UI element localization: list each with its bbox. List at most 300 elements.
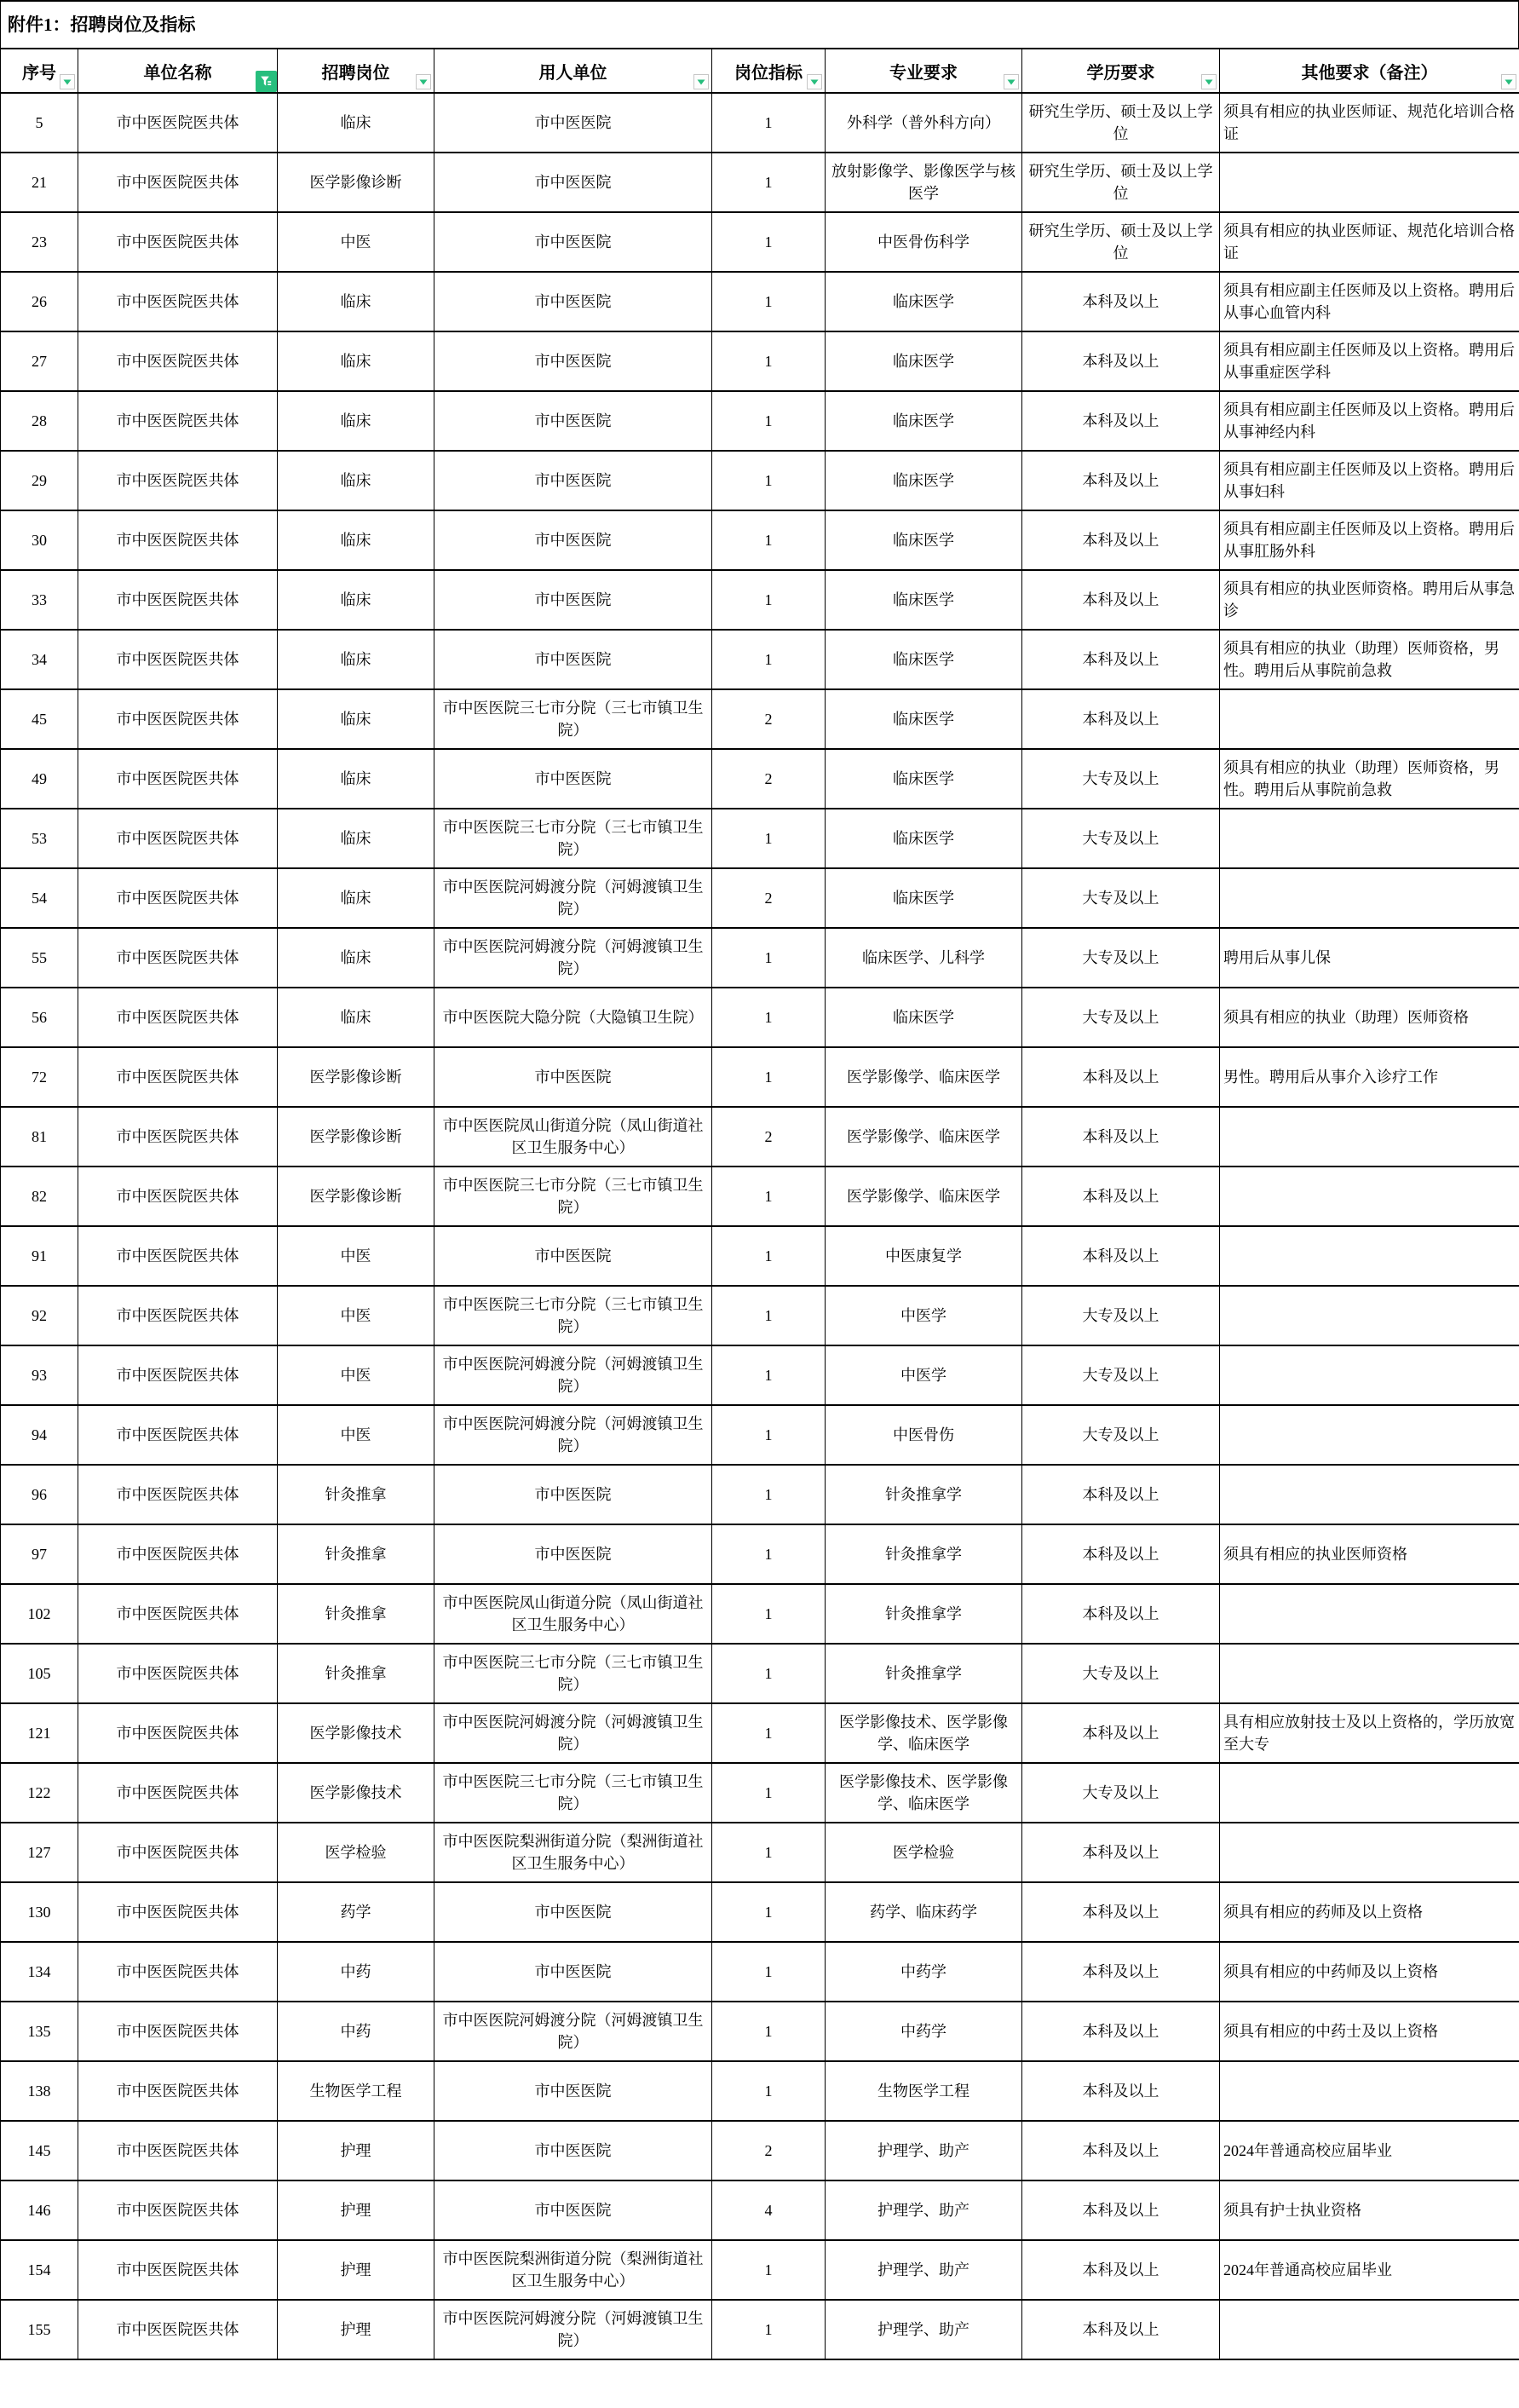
- cell-unit: 市中医医院医共体: [78, 2061, 278, 2121]
- cell-remark: 须具有相应副主任医师及以上资格。聘用后从事神经内科: [1220, 391, 1519, 451]
- cell-quota: 1: [712, 391, 826, 451]
- cell-no: 97: [1, 1524, 78, 1584]
- cell-quota: 1: [712, 1047, 826, 1107]
- cell-major: 中医学: [826, 1286, 1022, 1345]
- cell-remark: [1220, 1286, 1519, 1345]
- cell-position: 临床: [278, 570, 434, 630]
- cell-quota: 1: [712, 1584, 826, 1644]
- cell-education: 研究生学历、硕士及以上学位: [1022, 212, 1220, 272]
- cell-remark: 须具有相应的执业医师证、规范化培训合格证: [1220, 93, 1519, 153]
- filter-dropdown-icon[interactable]: [1501, 74, 1516, 89]
- cell-position: 临床: [278, 510, 434, 570]
- cell-no: 145: [1, 2121, 78, 2180]
- cell-no: 29: [1, 451, 78, 510]
- cell-education: 大专及以上: [1022, 809, 1220, 868]
- cell-quota: 1: [712, 451, 826, 510]
- table-row: [1, 2240, 1519, 2300]
- cell-no: 135: [1, 2002, 78, 2061]
- cell-major: 中医学: [826, 1345, 1022, 1405]
- cell-position: 临床: [278, 689, 434, 749]
- cell-education: 本科及以上: [1022, 510, 1220, 570]
- table-row: [1, 2300, 1519, 2359]
- cell-remark: 须具有相应的执业医师资格: [1220, 1524, 1519, 1584]
- table-row: [1, 2180, 1519, 2240]
- cell-employer: 市中医医院三七市分院（三七市镇卫生院）: [434, 689, 712, 749]
- cell-quota: 1: [712, 2061, 826, 2121]
- header-row: [1, 49, 1519, 93]
- cell-position: 医学影像诊断: [278, 153, 434, 212]
- cell-unit: 市中医医院医共体: [78, 1345, 278, 1405]
- cell-employer: 市中医医院梨洲街道分院（梨洲街道社区卫生服务中心）: [434, 2240, 712, 2300]
- cell-no: 105: [1, 1644, 78, 1703]
- cell-quota: 1: [712, 2002, 826, 2061]
- cell-position: 临床: [278, 391, 434, 451]
- cell-major: 医学影像学、临床医学: [826, 1107, 1022, 1167]
- table-row: [1, 272, 1519, 331]
- cell-remark: [1220, 1167, 1519, 1226]
- cell-major: 医学影像学、临床医学: [826, 1047, 1022, 1107]
- table-row: [1, 1286, 1519, 1345]
- cell-major: 临床医学: [826, 570, 1022, 630]
- cell-employer: 市中医医院河姆渡分院（河姆渡镇卫生院）: [434, 1345, 712, 1405]
- cell-remark: [1220, 1107, 1519, 1167]
- cell-education: 本科及以上: [1022, 1047, 1220, 1107]
- cell-education: 本科及以上: [1022, 2002, 1220, 2061]
- cell-position: 临床: [278, 272, 434, 331]
- cell-unit: 市中医医院医共体: [78, 1167, 278, 1226]
- cell-position: 中医: [278, 1405, 434, 1465]
- cell-employer: 市中医医院: [434, 630, 712, 689]
- cell-remark: 须具有相应副主任医师及以上资格。聘用后从事重症医学科: [1220, 331, 1519, 391]
- cell-no: 54: [1, 868, 78, 928]
- cell-position: 中医: [278, 1226, 434, 1286]
- cell-education: 本科及以上: [1022, 1167, 1220, 1226]
- table-row: [1, 510, 1519, 570]
- cell-position: 医学影像技术: [278, 1763, 434, 1823]
- table-row: [1, 1405, 1519, 1465]
- table-row: [1, 1703, 1519, 1763]
- cell-unit: 市中医医院医共体: [78, 1942, 278, 2002]
- table-row: [1, 1524, 1519, 1584]
- column-header-no: [1, 49, 78, 93]
- cell-employer: 市中医医院: [434, 2180, 712, 2240]
- cell-remark: [1220, 868, 1519, 928]
- table-row: [1, 451, 1519, 510]
- cell-no: 53: [1, 809, 78, 868]
- cell-quota: 1: [712, 1644, 826, 1703]
- cell-no: 21: [1, 153, 78, 212]
- cell-major: 临床医学: [826, 868, 1022, 928]
- cell-position: 临床: [278, 868, 434, 928]
- cell-remark: [1220, 1345, 1519, 1405]
- cell-education: 本科及以上: [1022, 2300, 1220, 2359]
- cell-employer: 市中医医院: [434, 272, 712, 331]
- cell-major: 生物医学工程: [826, 2061, 1022, 2121]
- cell-education: 本科及以上: [1022, 2121, 1220, 2180]
- filter-dropdown-icon[interactable]: [1004, 74, 1019, 89]
- cell-unit: 市中医医院医共体: [78, 1584, 278, 1644]
- cell-remark: [1220, 1584, 1519, 1644]
- cell-position: 护理: [278, 2180, 434, 2240]
- table-row: [1, 1047, 1519, 1107]
- cell-position: 中医: [278, 1345, 434, 1405]
- table-row: [1, 749, 1519, 809]
- cell-no: 130: [1, 1882, 78, 1942]
- cell-education: 本科及以上: [1022, 689, 1220, 749]
- table-row: [1, 1644, 1519, 1703]
- cell-employer: 市中医医院: [434, 2121, 712, 2180]
- cell-education: 本科及以上: [1022, 272, 1220, 331]
- table-row: [1, 2002, 1519, 2061]
- cell-major: 临床医学: [826, 451, 1022, 510]
- cell-major: 临床医学: [826, 510, 1022, 570]
- table-row: [1, 928, 1519, 988]
- cell-education: 本科及以上: [1022, 391, 1220, 451]
- cell-major: 临床医学: [826, 272, 1022, 331]
- column-header-education: [1022, 49, 1220, 93]
- cell-position: 医学检验: [278, 1823, 434, 1882]
- cell-unit: 市中医医院医共体: [78, 928, 278, 988]
- cell-education: 大专及以上: [1022, 749, 1220, 809]
- table-body: [1, 93, 1519, 2359]
- cell-remark: [1220, 809, 1519, 868]
- cell-major: 针灸推拿学: [826, 1644, 1022, 1703]
- cell-remark: 须具有相应的中药师及以上资格: [1220, 1942, 1519, 2002]
- cell-employer: 市中医医院三七市分院（三七市镇卫生院）: [434, 1286, 712, 1345]
- cell-employer: 市中医医院: [434, 2061, 712, 2121]
- cell-remark: 具有相应放射技士及以上资格的，学历放宽至大专: [1220, 1703, 1519, 1763]
- cell-remark: 须具有护士执业资格: [1220, 2180, 1519, 2240]
- recruitment-table: [0, 48, 1519, 2360]
- cell-quota: 1: [712, 1942, 826, 2002]
- cell-major: 临床医学: [826, 749, 1022, 809]
- cell-unit: 市中医医院医共体: [78, 2300, 278, 2359]
- cell-education: 本科及以上: [1022, 1942, 1220, 2002]
- cell-education: 本科及以上: [1022, 331, 1220, 391]
- cell-unit: 市中医医院医共体: [78, 2240, 278, 2300]
- cell-education: 本科及以上: [1022, 1882, 1220, 1942]
- table-row: [1, 1882, 1519, 1942]
- cell-no: 30: [1, 510, 78, 570]
- cell-remark: [1220, 1226, 1519, 1286]
- cell-unit: 市中医医院医共体: [78, 749, 278, 809]
- cell-employer: 市中医医院: [434, 331, 712, 391]
- cell-remark: 须具有相应的执业医师资格。聘用后从事急诊: [1220, 570, 1519, 630]
- table-row: [1, 93, 1519, 153]
- cell-major: 临床医学: [826, 331, 1022, 391]
- cell-unit: 市中医医院医共体: [78, 272, 278, 331]
- cell-education: 本科及以上: [1022, 2180, 1220, 2240]
- cell-no: 82: [1, 1167, 78, 1226]
- cell-unit: 市中医医院医共体: [78, 331, 278, 391]
- cell-education: 大专及以上: [1022, 928, 1220, 988]
- cell-unit: 市中医医院医共体: [78, 93, 278, 153]
- cell-no: 49: [1, 749, 78, 809]
- cell-remark: 2024年普通高校应届毕业: [1220, 2121, 1519, 2180]
- cell-remark: [1220, 1763, 1519, 1823]
- cell-unit: 市中医医院医共体: [78, 153, 278, 212]
- cell-unit: 市中医医院医共体: [78, 391, 278, 451]
- column-header-label: 序号: [22, 63, 56, 83]
- cell-unit: 市中医医院医共体: [78, 2002, 278, 2061]
- cell-no: 28: [1, 391, 78, 451]
- column-header-position: [278, 49, 434, 93]
- cell-education: 本科及以上: [1022, 1226, 1220, 1286]
- cell-major: 医学影像学、临床医学: [826, 1167, 1022, 1226]
- cell-unit: 市中医医院医共体: [78, 988, 278, 1047]
- cell-education: 本科及以上: [1022, 1524, 1220, 1584]
- cell-no: 33: [1, 570, 78, 630]
- cell-major: 临床医学: [826, 630, 1022, 689]
- cell-unit: 市中医医院医共体: [78, 1226, 278, 1286]
- cell-employer: 市中医医院: [434, 1524, 712, 1584]
- filter-dropdown-icon[interactable]: [1201, 74, 1217, 89]
- cell-employer: 市中医医院: [434, 212, 712, 272]
- table-header: [1, 49, 1519, 93]
- cell-position: 医学影像诊断: [278, 1167, 434, 1226]
- cell-quota: 2: [712, 689, 826, 749]
- cell-remark: 须具有相应的执业（助理）医师资格: [1220, 988, 1519, 1047]
- cell-unit: 市中医医院医共体: [78, 809, 278, 868]
- filter-applied-funnel-icon[interactable]: [256, 71, 277, 92]
- cell-remark: [1220, 2300, 1519, 2359]
- cell-position: 临床: [278, 331, 434, 391]
- cell-position: 中医: [278, 1286, 434, 1345]
- cell-quota: 2: [712, 1107, 826, 1167]
- cell-employer: 市中医医院凤山街道分院（凤山街道社区卫生服务中心）: [434, 1584, 712, 1644]
- column-header-unit: [78, 49, 278, 93]
- cell-remark: [1220, 1465, 1519, 1524]
- table-row: [1, 1823, 1519, 1882]
- cell-quota: 1: [712, 1465, 826, 1524]
- cell-no: 154: [1, 2240, 78, 2300]
- cell-quota: 1: [712, 1286, 826, 1345]
- cell-quota: 4: [712, 2180, 826, 2240]
- cell-no: 81: [1, 1107, 78, 1167]
- cell-remark: 须具有相应副主任医师及以上资格。聘用后从事妇科: [1220, 451, 1519, 510]
- cell-quota: 1: [712, 1882, 826, 1942]
- column-header-label: 其他要求（备注）: [1301, 63, 1438, 83]
- filter-dropdown-icon[interactable]: [693, 74, 709, 89]
- cell-employer: 市中医医院: [434, 1882, 712, 1942]
- cell-position: 临床: [278, 630, 434, 689]
- cell-education: 大专及以上: [1022, 1763, 1220, 1823]
- cell-quota: 1: [712, 212, 826, 272]
- cell-education: 本科及以上: [1022, 1823, 1220, 1882]
- cell-employer: 市中医医院三七市分院（三七市镇卫生院）: [434, 1763, 712, 1823]
- cell-quota: 1: [712, 2240, 826, 2300]
- table-row: [1, 1107, 1519, 1167]
- cell-remark: [1220, 2061, 1519, 2121]
- cell-position: 临床: [278, 988, 434, 1047]
- cell-position: 护理: [278, 2300, 434, 2359]
- cell-quota: 1: [712, 93, 826, 153]
- cell-position: 临床: [278, 809, 434, 868]
- cell-education: 本科及以上: [1022, 570, 1220, 630]
- cell-education: 本科及以上: [1022, 451, 1220, 510]
- cell-quota: 1: [712, 1823, 826, 1882]
- cell-unit: 市中医医院医共体: [78, 1763, 278, 1823]
- cell-major: 临床医学: [826, 391, 1022, 451]
- cell-employer: 市中医医院河姆渡分院（河姆渡镇卫生院）: [434, 2300, 712, 2359]
- cell-education: 本科及以上: [1022, 2061, 1220, 2121]
- table-row: [1, 868, 1519, 928]
- cell-education: 大专及以上: [1022, 988, 1220, 1047]
- cell-position: 临床: [278, 749, 434, 809]
- cell-position: 生物医学工程: [278, 2061, 434, 2121]
- cell-education: 本科及以上: [1022, 1107, 1220, 1167]
- cell-employer: 市中医医院河姆渡分院（河姆渡镇卫生院）: [434, 928, 712, 988]
- cell-employer: 市中医医院河姆渡分院（河姆渡镇卫生院）: [434, 1405, 712, 1465]
- cell-education: 本科及以上: [1022, 1465, 1220, 1524]
- cell-no: 138: [1, 2061, 78, 2121]
- cell-education: 研究生学历、硕士及以上学位: [1022, 153, 1220, 212]
- cell-unit: 市中医医院医共体: [78, 689, 278, 749]
- cell-employer: 市中医医院: [434, 451, 712, 510]
- cell-position: 针灸推拿: [278, 1465, 434, 1524]
- cell-employer: 市中医医院: [434, 153, 712, 212]
- cell-quota: 1: [712, 1345, 826, 1405]
- cell-position: 针灸推拿: [278, 1584, 434, 1644]
- cell-remark: [1220, 1823, 1519, 1882]
- cell-remark: 须具有相应的中药士及以上资格: [1220, 2002, 1519, 2061]
- cell-no: 5: [1, 93, 78, 153]
- table-row: [1, 1167, 1519, 1226]
- cell-employer: 市中医医院: [434, 570, 712, 630]
- cell-position: 临床: [278, 928, 434, 988]
- cell-major: 医学检验: [826, 1823, 1022, 1882]
- cell-employer: 市中医医院河姆渡分院（河姆渡镇卫生院）: [434, 868, 712, 928]
- cell-quota: 1: [712, 1524, 826, 1584]
- cell-no: 121: [1, 1703, 78, 1763]
- table-row: [1, 331, 1519, 391]
- cell-employer: 市中医医院大隐分院（大隐镇卫生院）: [434, 988, 712, 1047]
- filter-dropdown-icon[interactable]: [416, 74, 431, 89]
- cell-unit: 市中医医院医共体: [78, 1286, 278, 1345]
- cell-major: 中医康复学: [826, 1226, 1022, 1286]
- table-row: [1, 988, 1519, 1047]
- cell-no: 96: [1, 1465, 78, 1524]
- column-header-remark: [1220, 49, 1519, 93]
- cell-education: 本科及以上: [1022, 1703, 1220, 1763]
- cell-remark: 须具有相应副主任医师及以上资格。聘用后从事肛肠外科: [1220, 510, 1519, 570]
- cell-position: 针灸推拿: [278, 1524, 434, 1584]
- column-header-major: [826, 49, 1022, 93]
- cell-position: 医学影像诊断: [278, 1107, 434, 1167]
- cell-position: 药学: [278, 1882, 434, 1942]
- page-title: 附件1：招聘岗位及指标: [0, 0, 1519, 48]
- cell-quota: 1: [712, 988, 826, 1047]
- cell-remark: 须具有相应的执业（助理）医师资格，男性。聘用后从事院前急救: [1220, 630, 1519, 689]
- cell-position: 医学影像诊断: [278, 1047, 434, 1107]
- cell-major: 护理学、助产: [826, 2121, 1022, 2180]
- cell-major: 临床医学、儿科学: [826, 928, 1022, 988]
- cell-education: 大专及以上: [1022, 1286, 1220, 1345]
- table-row: [1, 1465, 1519, 1524]
- cell-position: 中医: [278, 212, 434, 272]
- cell-quota: 1: [712, 1763, 826, 1823]
- column-header-label: 专业要求: [889, 63, 958, 83]
- cell-remark: [1220, 153, 1519, 212]
- cell-no: 27: [1, 331, 78, 391]
- cell-employer: 市中医医院河姆渡分院（河姆渡镇卫生院）: [434, 1703, 712, 1763]
- cell-no: 91: [1, 1226, 78, 1286]
- cell-unit: 市中医医院医共体: [78, 630, 278, 689]
- cell-quota: 1: [712, 1405, 826, 1465]
- cell-quota: 1: [712, 630, 826, 689]
- cell-major: 中医骨伤: [826, 1405, 1022, 1465]
- cell-major: 临床医学: [826, 988, 1022, 1047]
- filter-dropdown-icon[interactable]: [60, 74, 75, 89]
- column-header-label: 岗位指标: [734, 63, 803, 83]
- cell-unit: 市中医医院医共体: [78, 1823, 278, 1882]
- cell-employer: 市中医医院梨洲街道分院（梨洲街道社区卫生服务中心）: [434, 1823, 712, 1882]
- table-row: [1, 1226, 1519, 1286]
- cell-quota: 1: [712, 570, 826, 630]
- cell-position: 针灸推拿: [278, 1644, 434, 1703]
- cell-employer: 市中医医院: [434, 391, 712, 451]
- cell-remark: 须具有相应的执业（助理）医师资格，男性。聘用后从事院前急救: [1220, 749, 1519, 809]
- cell-quota: 1: [712, 2300, 826, 2359]
- cell-education: 大专及以上: [1022, 868, 1220, 928]
- cell-major: 医学影像技术、医学影像学、临床医学: [826, 1703, 1022, 1763]
- cell-no: 23: [1, 212, 78, 272]
- table-row: [1, 809, 1519, 868]
- cell-unit: 市中医医院医共体: [78, 1465, 278, 1524]
- cell-unit: 市中医医院医共体: [78, 2180, 278, 2240]
- cell-remark: 须具有相应的药师及以上资格: [1220, 1882, 1519, 1942]
- cell-education: 大专及以上: [1022, 1345, 1220, 1405]
- cell-quota: 1: [712, 272, 826, 331]
- cell-position: 中药: [278, 1942, 434, 2002]
- cell-remark: [1220, 1405, 1519, 1465]
- cell-major: 中药学: [826, 2002, 1022, 2061]
- table-row: [1, 1763, 1519, 1823]
- cell-major: 药学、临床药学: [826, 1882, 1022, 1942]
- column-header-employer: [434, 49, 712, 93]
- cell-unit: 市中医医院医共体: [78, 451, 278, 510]
- cell-education: 本科及以上: [1022, 1584, 1220, 1644]
- cell-quota: 1: [712, 331, 826, 391]
- table-row: [1, 689, 1519, 749]
- cell-quota: 1: [712, 928, 826, 988]
- cell-employer: 市中医医院: [434, 1047, 712, 1107]
- table-row: [1, 1345, 1519, 1405]
- cell-unit: 市中医医院医共体: [78, 1703, 278, 1763]
- table-row: [1, 2121, 1519, 2180]
- cell-unit: 市中医医院医共体: [78, 2121, 278, 2180]
- cell-no: 93: [1, 1345, 78, 1405]
- cell-employer: 市中医医院: [434, 1942, 712, 2002]
- cell-unit: 市中医医院医共体: [78, 570, 278, 630]
- cell-unit: 市中医医院医共体: [78, 510, 278, 570]
- table-row: [1, 2061, 1519, 2121]
- cell-major: 临床医学: [826, 809, 1022, 868]
- column-header-quota: [712, 49, 826, 93]
- cell-unit: 市中医医院医共体: [78, 1405, 278, 1465]
- cell-major: 医学影像技术、医学影像学、临床医学: [826, 1763, 1022, 1823]
- cell-remark: [1220, 1644, 1519, 1703]
- cell-position: 临床: [278, 451, 434, 510]
- cell-employer: 市中医医院: [434, 1465, 712, 1524]
- cell-quota: 1: [712, 1226, 826, 1286]
- cell-major: 外科学（普外科方向）: [826, 93, 1022, 153]
- filter-dropdown-icon[interactable]: [807, 74, 822, 89]
- table-row: [1, 1942, 1519, 2002]
- cell-education: 本科及以上: [1022, 2240, 1220, 2300]
- cell-quota: 2: [712, 2121, 826, 2180]
- cell-employer: 市中医医院: [434, 510, 712, 570]
